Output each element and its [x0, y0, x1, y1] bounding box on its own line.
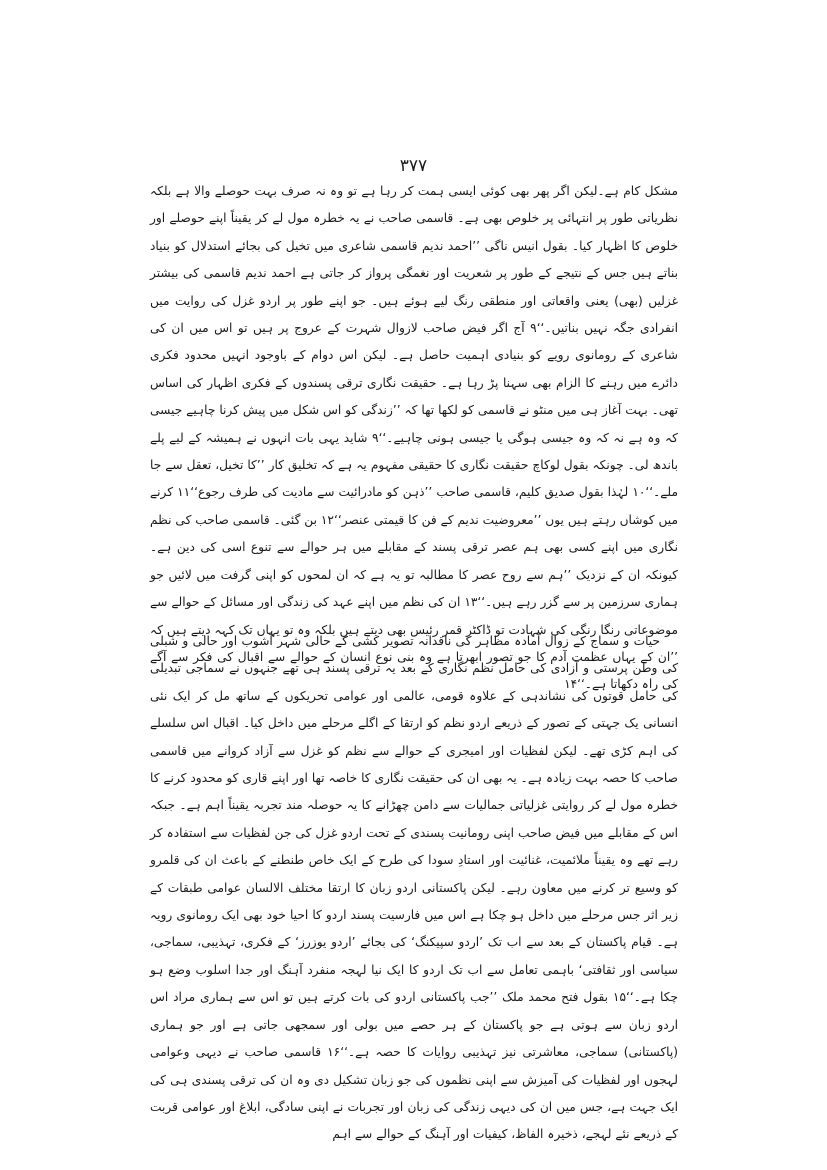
page-number: ۳۷۷	[399, 156, 428, 176]
paragraph-text: حیات و سماج کے زوال آمادہ مظاہر کی ناقدانہ تصویر کشی کے حالی شہر آشوب اور حالی و شبلی کی وطن پرستی و آزادی کی حامل نظم نگاری کے بعد یہ ترقی پسند ہی تھے جنہوں نے سماجی تبدیلی کی حامل قوتوں کی نشاندہی کے علاوہ قومی، عالمی اور عوامی تحریکوں کے ساتھ مل کر ایک نئی انسانی یک جہتی کے تصور کے ذریعے اردو نظم کو ارتقا کے اگلے مرحلے میں داخل کیا۔ اقبال اس سلسلے کی اہم کڑی تھے۔ لیکن لفظیات اور امیجری کے حوالے سے نظم کو غزل سے آزاد کروانے میں قاسمی صاحب کا حصہ بہت زیادہ ہے۔ یہ بھی ان کی حقیقت نگاری کا خاصہ تھا اور اپنے قاری کو محدود کرنے کا خطرہ مول لے کر روایتی غزلیاتی جمالیات سے دامن چھڑانے کا یہ حوصلہ مند تجربہ یقیناً اہم ہے۔ جبکہ اس کے مقابلے میں فیض صاحب اپنی رومانیت پسندی کے تحت اردو غزل کی جن لفظیات سے استفادہ کر رہے تھے وہ یقیناً ملائمیت، غنائیت اور استادِ سودا کی طرح کے ایک خاص طنطنے کے باعث ان کی قلمرو کو وسیع تر کرنے میں معاون رہے۔ لیکن پاکستانی اردو زبان کا ارتقا مختلف الالسان عوامی طبقات کے زیر اثر جس مرحلے میں داخل ہو چکا ہے اس میں فارسیت پسند اردو کا احیا خود بھی ایک رومانوی رویہ ہے۔ قیام پاکستان کے بعد سے اب تک ’اردو سپیکنگ‘ کی بجائے ’اردو یوزرز‘ کے فکری، تہذیبی، سماجی، سیاسی اور ثقافتی‘ باہمی تعامل سے اب تک اردو کا ایک نیا لہجہ منفرد آہنگ اور جدا اسلوب وضع ہو چکا ہے۔‘‘۱۵ بقول فتح محمد ملک ’’جب پاکستانی اردو کی بات کرتے ہیں تو اس سے ہماری مراد اس اردو زبان سے ہوتی ہے جو پاکستان کے ہر حصے میں بولی اور سمجھی جاتی ہے اور جو ہماری (پاکستانی) سماجی، معاشرتی نیز تہذیبی روایات کا حصہ ہے۔‘‘۱۶ قاسمی صاحب نے دیہی وعوامی لہجوں اور لفظیات کی آمیزش سے اپنی نظموں کی جو زبان تشکیل دی وہ ان کی ترقی پسندی ہی کی ایک جہت ہے، جس میں ان کی دیہی زندگی کی زبان اور تجربات نے اپنی سادگی، ابلاغ اور عوامی قربت کے ذریعے نئے لہجے، ذخیرہ الفاظ، کیفیات اور آہنگ کے حوالے سے اہم	[150, 634, 678, 1142]
paragraph-2	[150, 628, 678, 1149]
paragraph-text: مشکل کام ہے۔لیکن اگر پھر بھی کوئی ایسی ہمت کر رہا ہے تو وہ نہ صرف بہت حوصلے والا ہے بلکہ نظریاتی طور پر انتہائی پر خلوص بھی ہے۔ قاسمی صاحب نے یہ خطرہ مول لے کر یقیناً اپنے حوصلے اور خلوص کا اظہار کیا۔ بقول انیس ناگی ’’احمد ندیم قاسمی شاعری میں تخیل کی بجائے استدلال کو بنیاد بناتے ہیں جس کے نتیجے کے طور پر شعریت اور نغمگی پرواز کر جاتی ہے احمد ندیم قاسمی کی بیشتر غزلیں (بھی) یعنی واقعاتی اور منطقی رنگ لیے ہوئے ہیں۔ جو اپنے طور پر اردو غزل کی روایت میں انفرادی جگہ نہیں بناتیں۔‘‘۹ آج اگر فیض صاحب لازوال شہرت کے عروج پر ہیں تو اس میں ان کی شاعری کے رومانوی رویے کو بنیادی اہمیت حاصل ہے۔ لیکن اس دوام کے باوجود انہیں محدود فکری دائرے میں رہنے کا الزام بھی سہنا پڑ رہا ہے۔ حقیقت نگاری ترقی پسندوں کے فکری اظہار کی اساس تھی۔ بہت آغاز ہی میں منٹو نے قاسمی کو لکھا تھا کہ ’’زندگی کو اس شکل میں پیش کرنا چاہیے جیسی کہ وہ ہے نہ کہ وہ جیسی ہوگی یا جیسی ہونی چاہیے۔‘‘۹ شاید یہی بات انہوں نے ہمیشہ کے لیے پلے باندھ لی۔ چونکہ بقول لوکاچ حقیقت نگاری کا حقیقی مفہوم یہ ہے کہ تخلیق کار ’’کا تخیل، تعقل سے جا ملے۔‘‘۱۰ لہٰذا بقول صدیق کلیم، قاسمی صاحب ’’ذہن کو مادرائیت سے مادیت کی طرف رجوع‘‘۱۱ کرنے میں کوشاں رہتے ہیں یوں ’’معروضیت ندیم کے فن کا قیمتی عنصر‘‘۱۲ بن گئی۔ قاسمی صاحب کی نظم نگاری میں اپنے کسی بھی ہم عصر ترقی پسند کے مقابلے میں ہر حوالے سے تنوع اسی کی دین ہے۔ کیونکہ ان کے نزدیک ’’ہم سے روح عصر کا مطالبہ تو یہ ہے کہ ان لمحوں کو اپنی گرفت میں لائیں جو ہماری سرزمین پر سے گزر رہے ہیں۔‘‘۱۳ ان کی نظم میں اپنے عہد کی زندگی اور مسائل کے حوالے سے موضوعاتی رنگا رنگی کی شہادت تو ڈاکٹر قمر رئیس بھی دیتے ہیں بلکہ وہ تو یہاں تک کہہ دیتے ہیں کہ ’’ان کے یہاں عظمت آدم کا جو تصور ابھرتا ہے وہ بنی نوع انسان کے حوالے سے اقبال کی فکر سے آگے کی راہ دکھاتا ہے۔‘‘۱۴	[150, 184, 678, 692]
paragraph-1	[150, 178, 678, 699]
